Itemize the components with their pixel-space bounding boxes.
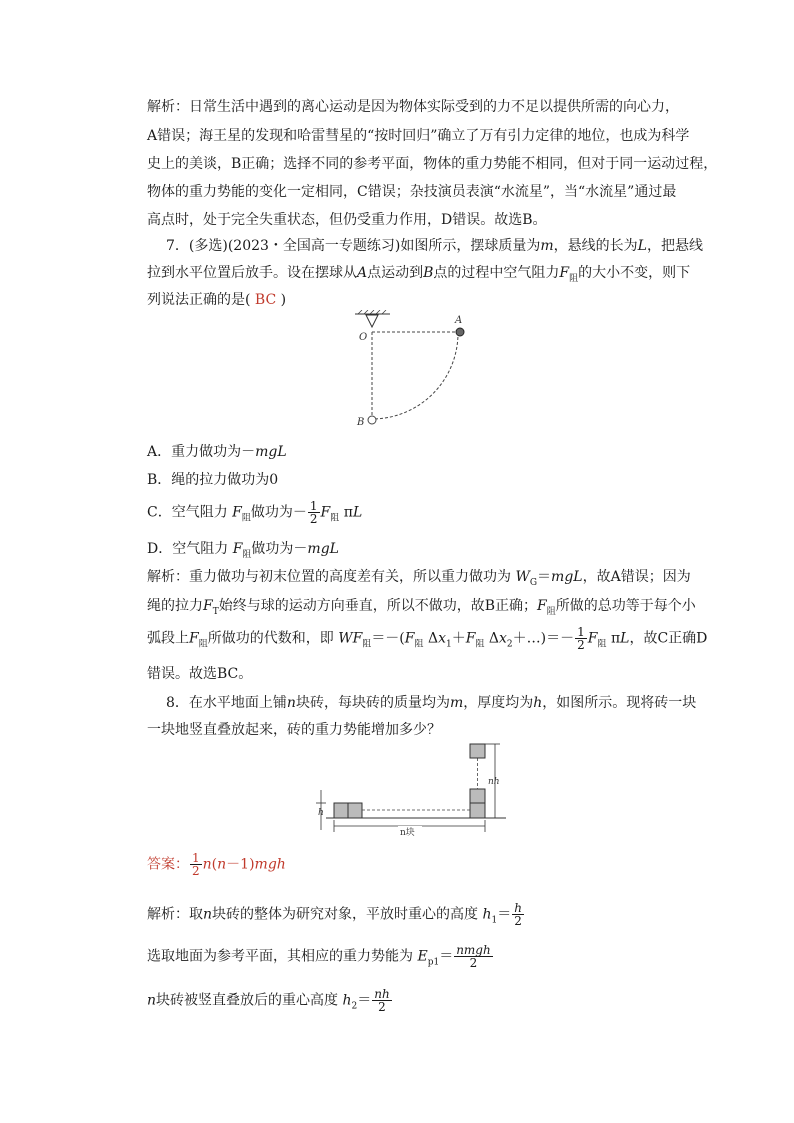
pivot-triangle [366,315,378,327]
label-B: B [357,417,365,428]
q7-stem-line-3: 列说法正确的是( BC ) [147,292,287,308]
q6-analysis-line-2: A错误；海王星的发现和哈雷彗星的“按时回归”确立了万有引力定律的地位，也成为科学 [147,128,690,144]
q7-option-a: A．重力做功为－mgL [147,444,287,460]
fraction-nh-over-2: $\frac{nh}{2}$ [374,987,390,1014]
fraction-half: $\frac{1}{2}$ [577,625,585,652]
q7-analysis-line-1: 解析：重力做功与初末位置的高度差有关，所以重力做功为 $W_G=mgL$，故A错误；因为 [147,569,691,588]
q7-stem-line-1: 7．(多选)(2023・全国高一专题练习)如图所示，摆球质量为m，悬线的长为L，把悬线 [166,238,703,254]
q8-stem-line-1: 8．在水平地面上铺n块砖，每块砖的质量均为m，厚度均为h，如图所示。现将砖一块 [166,695,697,711]
fraction-nmgh-over-2: $\frac{\text{nmgh}}{2}$ [456,943,491,970]
label-h: h [318,808,324,818]
fraction-half: $\frac{1}{2}$ [192,851,200,878]
q7-analysis-line-4: 错误。故选BC。 [147,666,253,682]
q7-answer: BC [250,292,281,308]
q6-analysis-line-5: 高点时，处于完全失重状态，但仍受重力作用，D错误。故选B。 [147,212,547,228]
fraction-half: $\frac{1}{2}$ [309,499,318,526]
label-n-blocks: n块 [400,828,415,838]
pendulum-figure [350,310,475,432]
q6-analysis-line-3: 史上的美谈，B正确；选择不同的参考平面，物体的重力势能不相同，但对于同一运动过程， [147,156,718,172]
ceiling-hatch [358,310,386,314]
label-O: O [359,332,368,343]
stacked-brick-1 [470,803,485,818]
q8-answer: 答案： $\frac{1}{2}$ n(n－1)mgh [147,851,286,878]
arc-path [372,332,458,419]
q8-analysis-line-2: 选取地面为参考平面，其相应的重力势能为 $E_{p1}=$ $\frac{\text{nmgh}}{2}$ [147,943,491,970]
flat-brick-1 [334,803,348,818]
q8-analysis-line-3: n块砖被竖直叠放后的重心高度 $h_2=$ $\frac{nh}{2}$ [147,987,390,1014]
q7-analysis-line-2: 绳的拉力$F_T$始终与球的运动方向垂直，所以不做功，故B正确；$F_阻$所做的总功等于每个小 [147,598,696,617]
q7-option-b: B．绳的拉力做功为0 [147,472,279,488]
label-nh: nh [488,777,500,787]
fraction-h-over-2: $\frac{h}{2}$ [514,901,522,928]
stacked-brick-2 [470,789,485,803]
q7-stem-line-2: 拉到水平位置后放手。设在摆球从A点运动到B点的过程中空气阻力$F_阻$的大小不变，则下 [147,265,691,284]
q8-analysis-line-1: 解析：取n块砖的整体为研究对象，平放时重心的高度 $h_1=$ $\frac{h}{2}$ [147,901,522,928]
stacked-brick-top [470,744,485,758]
flat-brick-2 [348,803,362,818]
ball-B [368,416,376,424]
q7-option-d: D．空气阻力 $F_阻$做功为－mgL [147,541,339,560]
label-A: A [455,315,463,326]
ball-A [456,328,464,336]
q8-stem-line-2: 一块地竖直叠放起来，砖的重力势能增加多少？ [147,722,441,738]
q7-analysis-line-3: 弧段上$F_阻$所做功的代数和，即 $WF_阻=-(F_阻$ $\Delta x_1+F_阻$ $\Delta x_2+\dots)=-$ $\frac{1}{2}$ $F_阻$ πL，故C正确D [147,625,708,652]
q6-analysis-line-1: 解析：日常生活中遇到的离心运动是因为物体实际受到的力不足以提供所需的向心力， [147,99,679,115]
brick-figure [312,740,512,840]
q7-option-c: C．空气阻力 $F_阻$做功为－ $\frac{1}{2}$ $F_阻$ πL [147,499,363,526]
q6-analysis-line-4: 物体的重力势能的变化一定相同，C错误；杂技演员表演“水流星”，当“水流星”通过最 [147,184,677,200]
